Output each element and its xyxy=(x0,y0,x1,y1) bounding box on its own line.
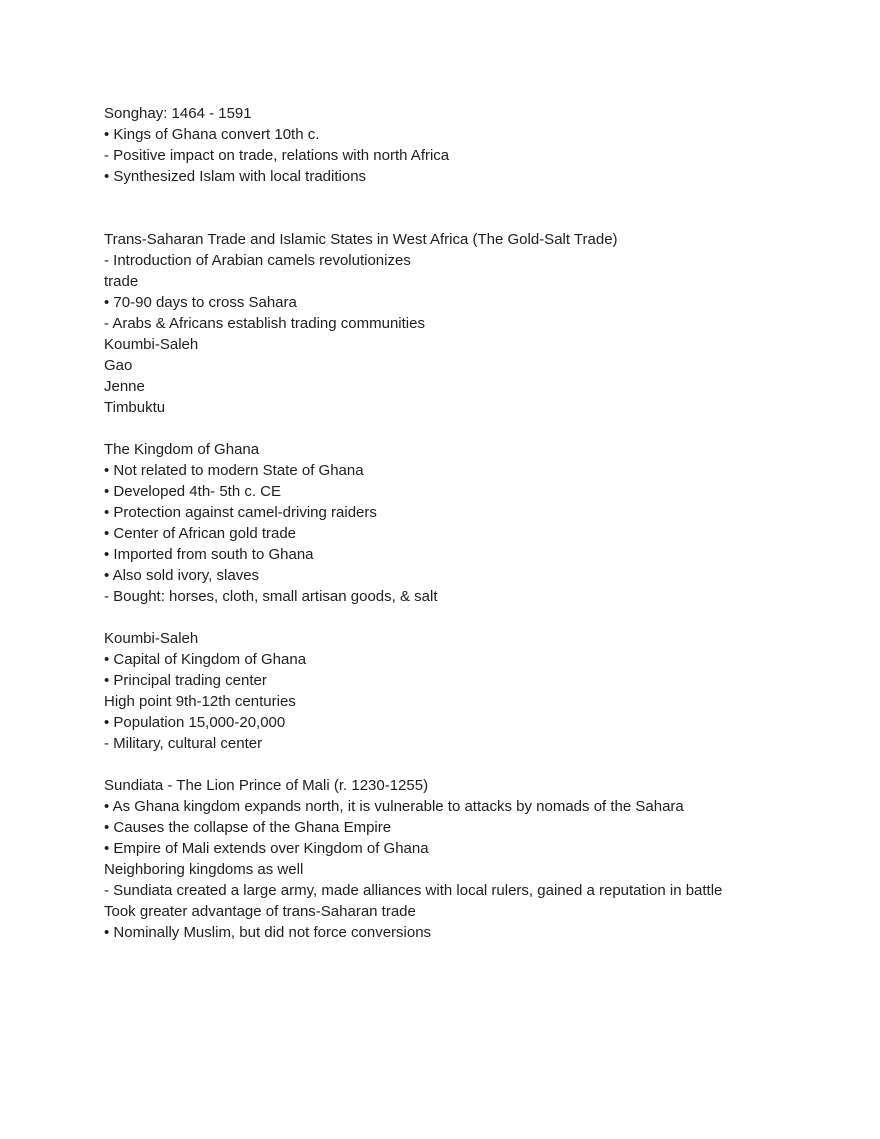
dash-line: - Arabs & Africans establish trading communities xyxy=(104,315,425,332)
bullet-line: • Causes the collapse of the Ghana Empire xyxy=(104,819,392,836)
section-heading: Koumbi-Saleh xyxy=(104,630,199,647)
bullet-line: • 70-90 days to cross Sahara xyxy=(104,294,297,311)
bullet-line: • Capital of Kingdom of Ghana xyxy=(104,651,307,668)
bullet-line: • Nominally Muslim, but did not force conversions xyxy=(104,924,432,941)
text-line: High point 9th-12th centuries xyxy=(104,693,296,710)
city-line: Timbuktu xyxy=(104,399,166,416)
section-trans-saharan-trade xyxy=(104,229,844,418)
section-koumbi-saleh xyxy=(104,628,844,754)
bullet-line: • Center of African gold trade xyxy=(104,525,297,542)
bullet-line: • Principal trading center xyxy=(104,672,267,689)
bullet-line: • Also sold ivory, slaves xyxy=(104,567,260,584)
dash-line: - Bought: horses, cloth, small artisan goods, & salt xyxy=(104,588,438,605)
bullet-line: • Population 15,000-20,000 xyxy=(104,714,286,731)
spacer xyxy=(104,418,844,439)
dash-line: - Introduction of Arabian camels revolutionizes xyxy=(104,252,411,269)
bullet-line: • Protection against camel-driving raiders xyxy=(104,504,377,521)
bullet-line: • Not related to modern State of Ghana xyxy=(104,462,364,479)
bullet-line: • Empire of Mali extends over Kingdom of Ghana xyxy=(104,840,429,857)
section-songhay xyxy=(104,103,844,187)
bullet-line: • Imported from south to Ghana xyxy=(104,546,314,563)
section-heading: Trans-Saharan Trade and Islamic States in West Africa (The Gold-Salt Trade) xyxy=(104,231,618,248)
dash-line: - Sundiata created a large army, made alliances with local rulers, gained a reputation in battle xyxy=(104,882,723,899)
city-line: Koumbi-Saleh xyxy=(104,336,199,353)
text-line: Neighboring kingdoms as well xyxy=(104,861,304,878)
text-line: trade xyxy=(104,273,139,290)
spacer xyxy=(104,754,844,775)
section-heading: The Kingdom of Ghana xyxy=(104,441,260,458)
section-sundiata xyxy=(104,775,844,943)
city-line: Jenne xyxy=(104,378,145,395)
bullet-line: • Kings of Ghana convert 10th c. xyxy=(104,126,320,143)
section-heading: Songhay: 1464 - 1591 xyxy=(104,105,252,122)
bullet-line: • Synthesized Islam with local traditions xyxy=(104,168,367,185)
section-heading: Sundiata - The Lion Prince of Mali (r. 1230-1255) xyxy=(104,777,429,794)
document-body xyxy=(104,103,844,943)
bullet-line: • As Ghana kingdom expands north, it is vulnerable to attacks by nomads of the Sahara xyxy=(104,798,684,815)
dash-line: - Positive impact on trade, relations with north Africa xyxy=(104,147,450,164)
spacer xyxy=(104,187,844,229)
spacer xyxy=(104,607,844,628)
bullet-line: • Developed 4th- 5th c. CE xyxy=(104,483,282,500)
section-kingdom-of-ghana xyxy=(104,439,844,607)
city-line: Gao xyxy=(104,357,133,374)
dash-line: - Military, cultural center xyxy=(104,735,263,752)
text-line: Took greater advantage of trans-Saharan trade xyxy=(104,903,416,920)
